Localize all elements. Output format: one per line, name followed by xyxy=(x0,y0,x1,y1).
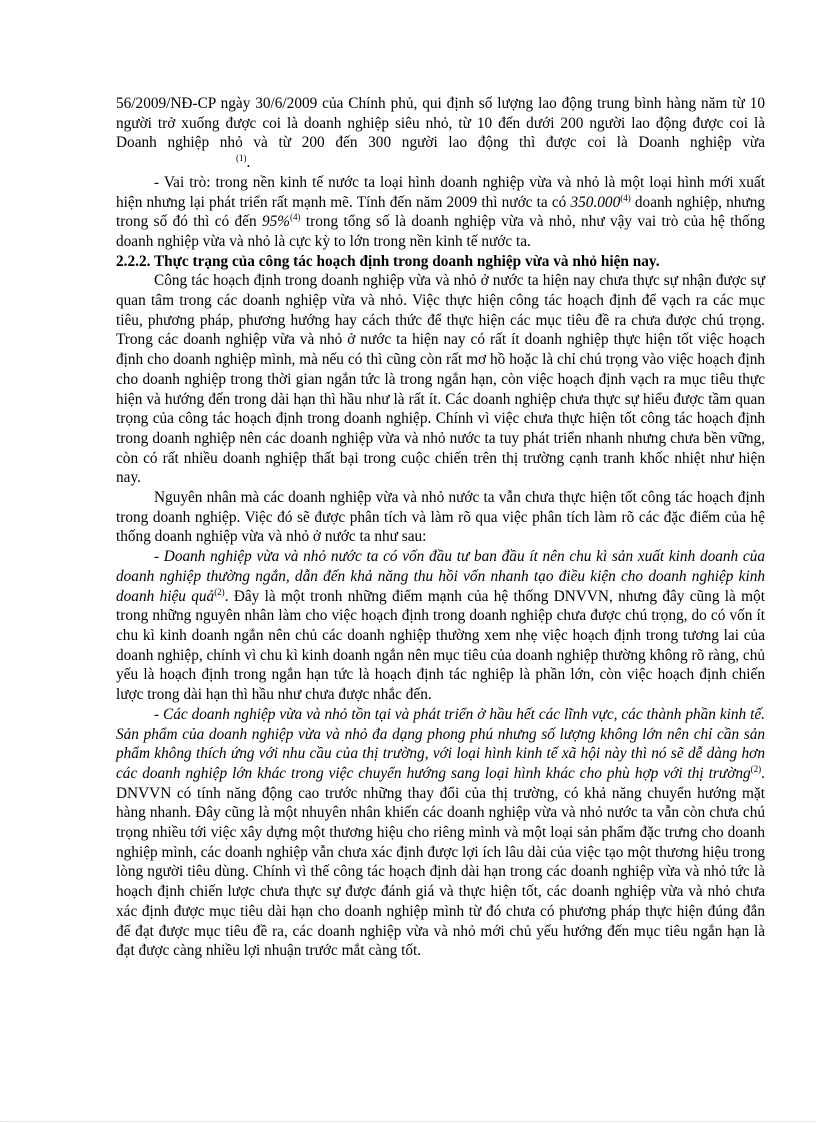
paragraph-causes: Nguyên nhân mà các doanh nghiệp vừa và nhỏ nước ta vẫn chưa thực hiện tốt công tác hoạch định trong doanh nghiệp. Việc đó sẽ được phân tích và làm rõ qua việc phân tích làm rõ các đặc điểm của hệ thống doanh nghiệp vừa và nhỏ ở nước ta như sau: xyxy=(116,489,765,546)
footnote-ref: (4) xyxy=(290,212,301,223)
paragraph-diverse-sectors xyxy=(116,705,765,961)
footnote-ref: (2) xyxy=(214,586,225,597)
paragraph-role xyxy=(116,173,765,252)
paragraph-text: . Đây là một tronh những điểm mạnh của hệ thống DNVVN, nhưng đây cũng là một trong những nguyên nhân làm cho việc hoạch định trong doanh nghiệp chưa được chú trọng, do có vốn ít chu kì kinh doanh ngắn nên chủ các doanh nghiệp thường xem nhẹ việc hoạch định trong tương lai của doanh nghiệp, chính vì chu kì kinh doanh ngắn nên mục tiêu của doanh nghiệp thường không rõ ràng, chủ yếu là hoạch định trong ngắn hạn tức là hoạch định tác nghiệp là phần lớn, còn việc hoạch định chiến lược trong dài hạn thì hầu như chưa được nhắc đến. xyxy=(116,587,765,704)
paragraph-text: . xyxy=(246,154,251,172)
paragraph-text: trong tổng số là doanh nghiệp vừa và nhỏ, như vậy vai trò của hệ thống doanh nghiệp vừa và nhỏ là cực kỳ to lớn trong nền kinh tế nước ta. xyxy=(116,213,765,250)
document-page xyxy=(116,94,765,961)
paragraph-text: 56/2009/NĐ-CP ngày 30/6/2009 của Chính phủ, qui định số lượng lao động trung bình hàng năm từ 10 người trở xuống được coi là doanh nghiệp siêu nhỏ, từ 10 đến dưới 200 người lao động được coi là Doanh nghiệp nhỏ và từ 200 đến 300 người lao động thì được coi là Doanh nghiệp vừa xyxy=(116,95,765,152)
paragraph-text: doanh nghiệp, nhưng trong số đó thì có đến xyxy=(116,193,765,231)
paragraph-short-cycle xyxy=(116,547,765,705)
italic-text: - Các doanh nghiệp vừa và nhỏ tồn tại và phát triển ở hầu hết các lĩnh vực, các thành phần kinh tế. Sản phẩm của doanh nghiệp vừa và nhỏ đa dạng phong phú nhưng số lượng không lớn nên chỉ cần sản phẩm không thích ứng với nhu cầu của thị trường, với loại hình kinh tế xã hội này thì nó sẽ dễ dàng hơn các doanh nghiệp lớn khác trong việc chuyển hướng sang loại hình khác cho phù hợp với thị trường xyxy=(116,705,765,782)
paragraph-current-state: Công tác hoạch định trong doanh nghiệp vừa và nhỏ ở nước ta hiện nay chưa thực sự nhận được sự quan tâm trong các doanh nghiệp vừa và nhỏ. Việc thực hiện công tác hoạch định để vạch ra các mục tiêu, phương pháp, phương hướng hay cách thức để thực hiện các mục tiêu đề ra chưa được chú trọng. Trong các doanh nghiệp vừa và nhỏ ở nước ta hiện nay có rất ít doanh nghiệp thực hiện tốt việc hoạch định cho doanh nghiệp mình, mà nếu có thì cũng còn rất mơ hồ hoặc là chỉ chú trọng vào việc hoạch định cho doanh nghiệp trong thời gian ngắn tức là trong ngắn hạn, còn việc hoạch định vạch ra mục tiêu thực hiện và hướng đến trong dài hạn thì hầu như là rất ít. Các doanh nghiệp chưa thực sự hiểu được tầm quan trọng của công tác hoạch định trong doanh nghiệp. Chính vì việc chưa thực hiện tốt công tác hoạch định trong doanh nghiệp nên các doanh nghiệp vừa và nhỏ nước ta tuy phát triển nhanh nhưng chưa bền vững, còn có rất nhiều doanh nghiệp thất bại trong cuộc chiến trên thị trường cạnh tranh khốc nhiệt như hiện nay. xyxy=(116,272,765,487)
footnote-ref: (1) xyxy=(236,153,247,164)
footnote-ref: (2) xyxy=(750,763,762,774)
emphasis-number: 95% xyxy=(261,213,290,231)
paragraph-text: - Vai trò: trong nền kinh tế nước ta loại hình doanh nghiệp vừa và nhỏ là một loại hình mới xuất hiện nhưng lại phát triển rất mạnh mẽ. Tính đến năm 2009 thì nước ta có xyxy=(116,173,765,211)
paragraph-sme-definition xyxy=(116,94,765,173)
footnote-ref: (4) xyxy=(620,192,631,203)
section-heading: 2.2.2. Thực trạng của công tác hoạch định trong doanh nghiệp vừa và nhỏ hiện nay. xyxy=(116,252,660,270)
page-bottom-border xyxy=(0,1121,816,1122)
emphasis-number: 350.000 xyxy=(570,193,621,211)
italic-text: - Doanh nghiệp vừa và nhỏ nước ta có vốn đầu tư ban đầu ít nên chu kì sản xuất kinh doanh của doanh nghiệp thường ngắn, dẫn đến khả năng thu hồi vốn nhanh tạo điều kiện cho doanh nghiệp kinh doanh hiệu quả xyxy=(116,548,765,605)
paragraph-text: . DNVVN có tính năng động cao trước những thay đổi của thị trường, có khả năng chuyển hướng mặt hàng nhanh. Đây cũng là một nhuyên nhân khiến các doanh nghiệp vừa và nhỏ nước ta vẫn còn chưa chú trọng nhiều tới việc xây dựng một thương hiệu cho riêng mình và một loại sản phẩm đặc trưng cho doanh nghiệp mình, các doanh nghiệp vẫn chưa xác định được lợi ích lâu dài của việc tạo một thương hiệu trong lòng người tiêu dùng. Chính vì thế công tác hoạch định dài hạn trong các doanh nghiệp vừa và nhỏ tức là hoạch định chiến lược chưa thực sự được đánh giá và thực hiện tốt, các doanh nghiệp vừa và nhỏ chưa xác định được mục tiêu dài hạn cho doanh nghiệp mình từ đó chưa có phương pháp thực hiện đúng đắn để đạt được mục tiêu đề ra, các doanh nghiệp vừa và nhỏ mới chủ yếu hướng đến mục tiêu ngắn hạn là đạt được càng nhiều lợi nhuận trước mắt càng tốt. xyxy=(116,764,765,960)
